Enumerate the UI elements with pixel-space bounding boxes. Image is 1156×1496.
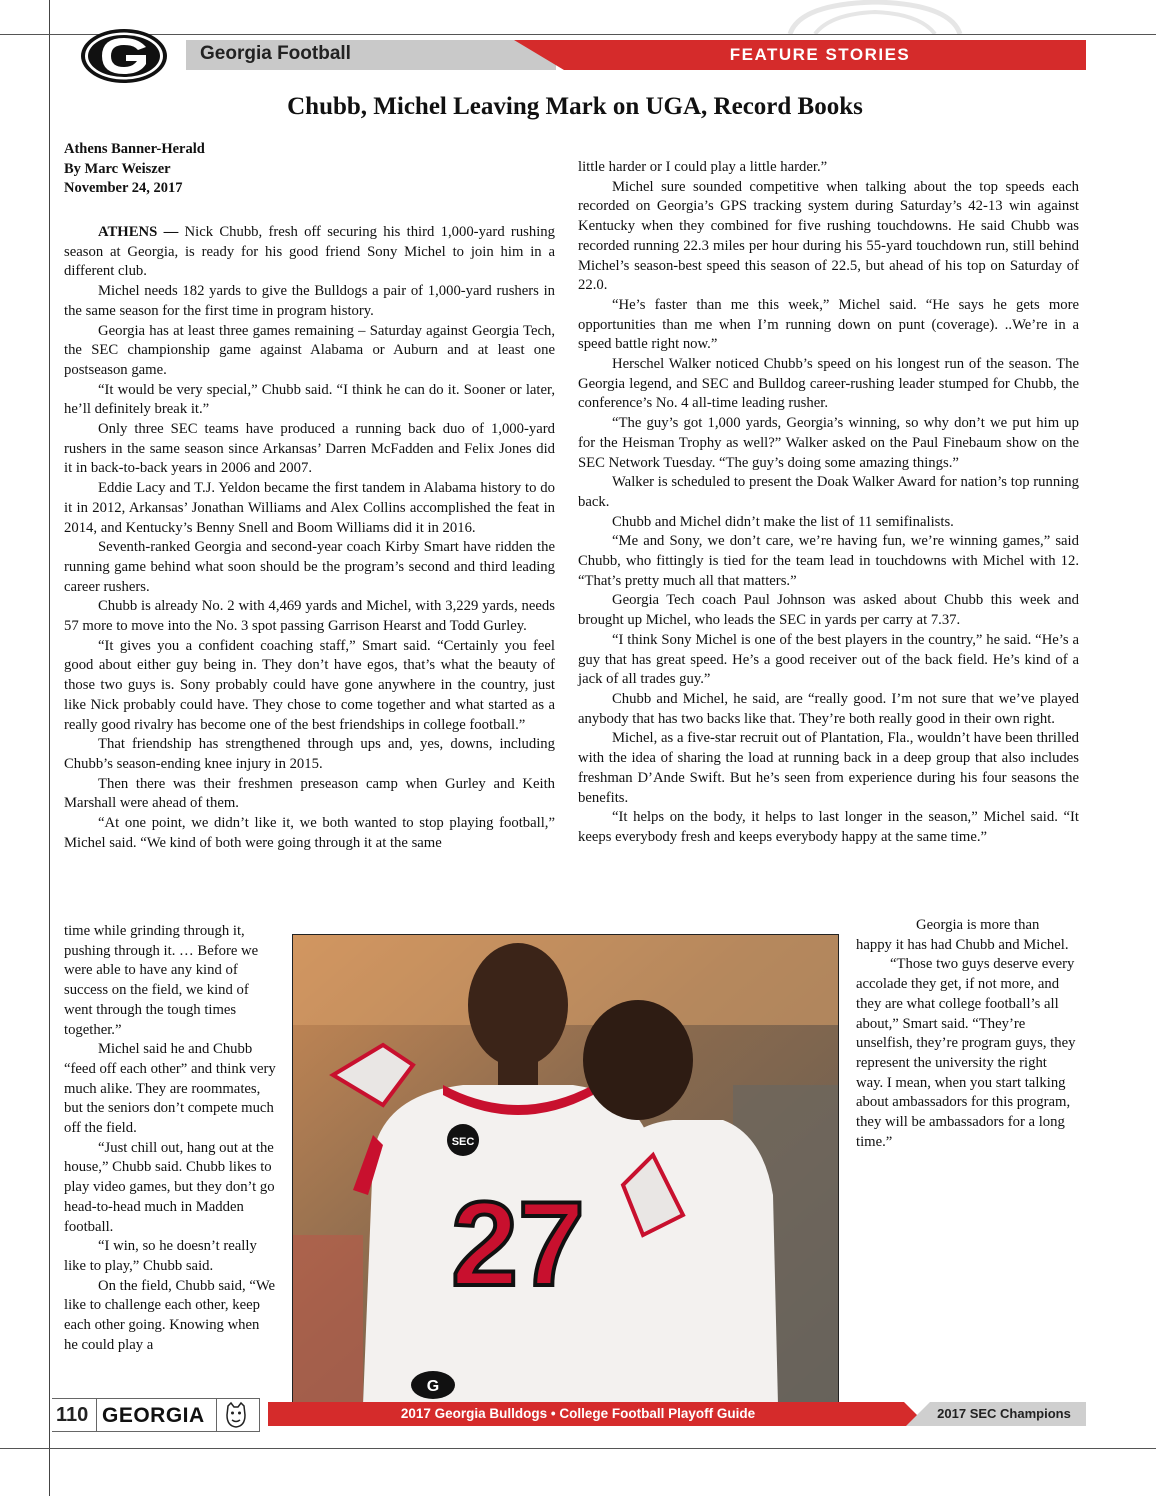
footer-team-name: GEORGIA — [102, 1404, 205, 1427]
paragraph: “I win, so he doesn’t really like to play,” Chubb said. — [64, 1238, 257, 1274]
paragraph: “Me and Sony, we don’t care, we’re having fun, we’re winning games,” said Chubb, who fittingly is tied for the team lead in touchdowns with Michel with 12. “That’s pretty much all that matters.” — [578, 533, 1079, 589]
paragraph: Michel, as a five-star recruit out of Plantation, Fla., wouldn’t have been thrilled with the idea of sharing the load at running back in a deep group that also includes freshman D’Ande Swift. But he’s seen from experience during his four seasons the benefits. — [578, 730, 1079, 806]
bulldog-watermark-icon — [780, 0, 970, 34]
paragraph: On the field, Chubb said, “We like to challenge each other, keep each other going. Knowing when he could play a — [64, 1277, 276, 1353]
paragraph: Herschel Walker noticed Chubb’s speed on his longest run of the season. The Georgia legend, and SEC and Bulldog career-rushing leader stumped for Chubb, the conference’s No. 4 all-time leading rusher. — [578, 356, 1079, 412]
paragraph: Eddie Lacy and T.J. Yeldon became the first tandem in Alabama history to do it in 2012, Arkansas’ Jonathan Williams and Alex Collins accomplished the feat in 2014, and Kentucky’s Benny Snell and Boom Williams did it in 2016. — [64, 480, 555, 536]
paragraph: little harder or I could play a little harder.” — [578, 159, 828, 175]
header-section-label: FEATURE STORIES — [729, 45, 911, 64]
article-column-1 — [64, 223, 555, 854]
paragraph: Georgia has at least three games remaining – Saturday against Georgia Tech, the SEC championship game against Alabama or Auburn and at least one postseason game. — [64, 322, 555, 378]
paragraph: Then there was their freshmen preseason camp when Gurley and Keith Marshall were ahead of them. — [64, 775, 555, 812]
paragraph: Georgia is more than happy it has had Chubb and Michel. — [856, 917, 1069, 953]
paragraph: “It helps on the body, it helps to last longer in the season,” Michel said. “It keeps everybody fresh and keeps everybody happy at the same time.” — [578, 809, 1079, 845]
dateline: ATHENS — — [98, 224, 179, 240]
paragraph: Walker is scheduled to present the Doak Walker Award for nation’s top running back. — [578, 474, 1079, 510]
paragraph: “He’s faster than me this week,” Michel said. “He says he gets more opportunities than me when I’m running down on punt (coverage). ..We’re in a speed battle right now.” — [578, 296, 1079, 353]
article-column-2 — [578, 158, 1079, 848]
paragraph: Chubb and Michel, he said, are “really good. I’m not sure that we’ve played anybody that has two backs like that. They’re both really good in their own right. — [578, 690, 1079, 727]
players-photo — [292, 934, 839, 1406]
paragraph: “It would be very special,” Chubb said. “I think he can do it. Sooner or later, he’ll definitely break it.” — [64, 381, 555, 418]
players-photo-icon — [293, 935, 838, 1405]
paragraph: “I think Sony Michel is one of the best players in the country,” he said. “He’s a guy that has great speed. He’s a good receiver out of the back field. He’s kind of a jack of all trades guy.” — [578, 631, 1079, 688]
footer-divider — [96, 1398, 97, 1432]
article-headline: Chubb, Michel Leaving Mark on UGA, Record Books — [287, 93, 863, 120]
footer-rule — [0, 1448, 1156, 1449]
paragraph: Chubb and Michel didn’t make the list of 11 semifinalists. — [612, 513, 954, 530]
header-title: Georgia Football — [200, 43, 351, 64]
paragraph: Only three SEC teams have produced a running back duo of 1,000-yard rushers in the same season since Arkansas’ Darren McFadden and Felix Jones did it in back-to-back years in 2006 and 2007. — [64, 421, 555, 477]
paragraph: “Those two guys deserve every accolade they get, if not more, and they are what college football’s all about,” Smart said. “They’re unselfish, they’re program guys, they represent the university the right way. I mean, when you start talking about ambassadors for this program, they will be ambassadors for a long time.” — [856, 956, 1076, 1150]
bulldog-mascot-icon — [222, 1401, 250, 1429]
paragraph: Chubb is already No. 2 with 4,469 yards and Michel, with 3,229 yards, needs 57 more to move into the No. 3 spot passing Garrison Hearst and Todd Gurley. — [64, 598, 555, 635]
helmet-logo: G — [426, 1378, 440, 1395]
byline-author: By Marc Weiszer — [64, 160, 171, 177]
paragraph: “Just chill out, hang out at the house,” Chubb said. Chubb likes to play video games, but they don’t go head-to-head much in Madden football. — [64, 1139, 275, 1235]
byline — [64, 140, 205, 199]
byline-source: Athens Banner-Herald — [64, 141, 205, 157]
page-margin-rule — [49, 0, 50, 1496]
article-column-3 — [64, 922, 276, 1355]
sec-patch: SEC — [451, 1136, 475, 1148]
paragraph: Michel said he and Chubb “feed off each other” and think very much alike. They are roommates, but the seniors don’t compete much off the field. — [64, 1041, 276, 1137]
jersey-number: 27 — [451, 1177, 585, 1311]
footer-divider — [216, 1398, 217, 1432]
header-rule — [0, 34, 1156, 35]
byline-date: November 24, 2017 — [64, 180, 183, 196]
paragraph: Georgia Tech coach Paul Johnson was asked about Chubb this week and brought up Michel, who leads the SEC in yards per carry at 7.37. — [578, 592, 1079, 629]
paragraph: “The guy’s got 1,000 yards, Georgia’s winning, so why don’t we put him up for the Heisman Trophy as well?” Walker asked on the Paul Finebaum show on the SEC Network Tuesday. “The guy’s doing some amazing things.” — [578, 415, 1079, 471]
page-number: 110 — [56, 1404, 89, 1426]
georgia-g-logo-icon — [80, 28, 168, 84]
footer-guide-label: 2017 Georgia Bulldogs • College Football Playoff Guide — [400, 1406, 756, 1421]
paragraph: Seventh-ranked Georgia and second-year coach Kirby Smart have ridden the running game behind what soon should be the program’s second and third leading career rushers. — [64, 539, 555, 595]
paragraph: That friendship has strengthened through ups and, yes, downs, including Chubb’s season-ending knee injury in 2015. — [64, 736, 555, 772]
article-column-4 — [856, 916, 1076, 1152]
paragraph: Michel needs 182 yards to give the Bulldogs a pair of 1,000-yard rushers in the same season for the first time in program history. — [64, 283, 555, 319]
paragraph: ATHENS — Nick Chubb, fresh off securing his third 1,000-yard rushing season at Georgia, is ready for his good friend Sony Michel to join him in a different club. — [64, 224, 555, 280]
paragraph: “At one point, we didn’t like it, we both wanted to stop playing football,” Michel said. “We kind of both were going through it at the same — [64, 815, 555, 851]
footer-tag-label: 2017 SEC Champions — [937, 1406, 1071, 1421]
paragraph: time while grinding through it, pushing through it. … Before we were able to have any kind of success on the field, we kind of went through the tough times together.” — [64, 923, 259, 1038]
paragraph: Michel sure sounded competitive when talking about the top speeds each recorded on Georgia’s GPS tracking system during Saturday’s 42-13 win against Kentucky when they combined for five rushing touchdowns. He said Chubb was recorded running 22.3 miles per hour during his 55-yard touchdown run, still behind Michel’s season-best speed this season of 22.5, but ahead of his top on Saturday of 22.0. — [578, 178, 1079, 294]
paragraph: “It gives you a confident coaching staff,” Smart said. “Certainly you feel good about either guy being in. They don’t have egos, that’s what the beauty of those two guys is. Sony probably could have gone anywhere in the country, just like Nick probably could have. They chose to come together and what started as a really good rivalry has become one of the best friendships in college football.” — [64, 637, 555, 733]
